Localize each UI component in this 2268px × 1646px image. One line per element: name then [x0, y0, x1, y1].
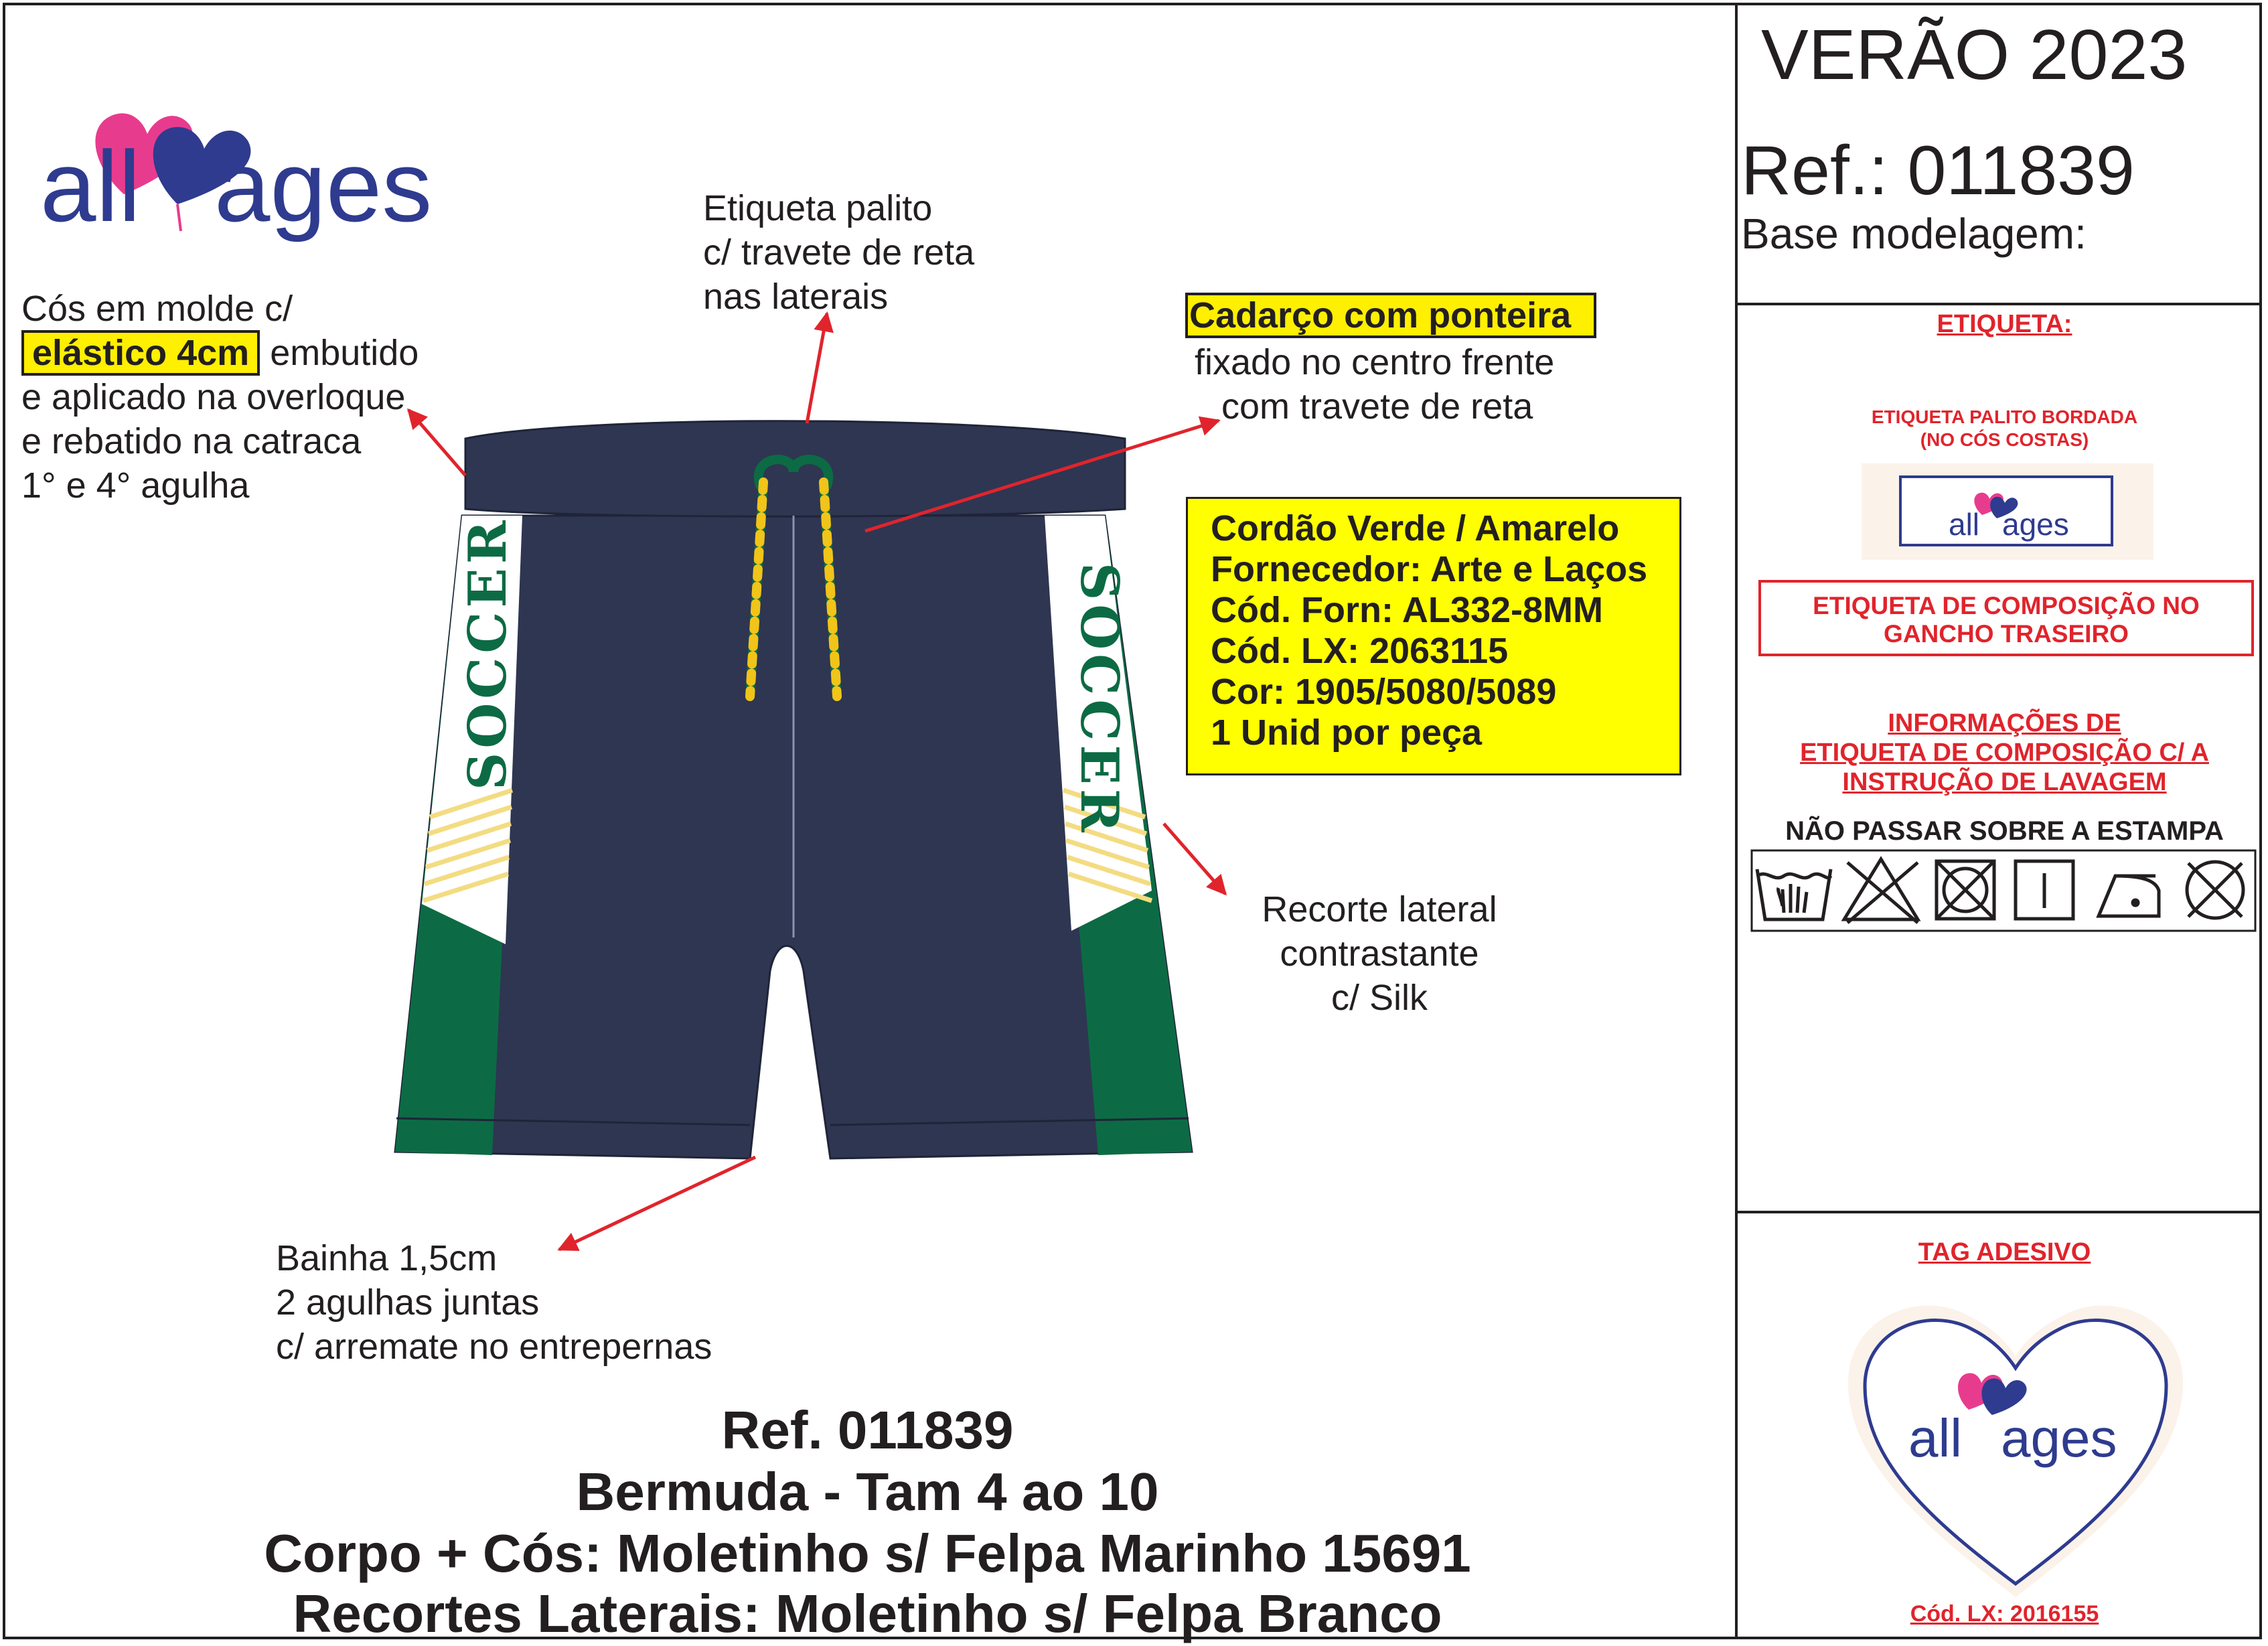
hem-line3: c/ arremate no entrepernas: [276, 1327, 712, 1367]
season-title: VERÃO 2023: [1761, 15, 2188, 94]
waistband-line4: e rebatido na catraca: [21, 421, 362, 461]
waistband-line1: Cós em molde c/: [21, 289, 293, 329]
no-iron-print-warning: NÃO PASSAR SOBRE A ESTAMPA: [1785, 816, 2224, 846]
drawstring-line2: fixado no centro frente: [1195, 342, 1555, 382]
do-not-bleach-icon: [1844, 859, 1918, 923]
etiqueta-title: ETIQUETA:: [1937, 310, 2072, 338]
hem-line2: 2 agulhas juntas: [276, 1282, 540, 1323]
drawstring-highlight: Cadarço com ponteira: [1185, 293, 1596, 338]
composicao-line1: ETIQUETA DE COMPOSIÇÃO NO: [1813, 592, 2200, 619]
info-line1: INFORMAÇÕES DE: [1888, 709, 2121, 737]
tag-code: Cód. LX: 2016155: [1910, 1601, 2099, 1627]
drawstring-line3: com travete de reta: [1221, 386, 1533, 427]
label-tag-line1: Etiqueta palito: [703, 188, 933, 228]
do-not-dry-clean-icon: [2187, 862, 2243, 918]
left-soccer-print: SOCCER: [457, 516, 518, 790]
side-panel-line1: Recorte lateral: [1262, 889, 1497, 929]
cord-line: Cód. LX: 2063115: [1211, 631, 1509, 671]
logo-word-ages: ages: [214, 130, 433, 242]
side-panel-line2: contrastante: [1280, 933, 1479, 974]
care-icons-strip: [1750, 849, 2257, 932]
waistband-line3: e aplicado na overloque: [21, 377, 406, 417]
tag-divider: [1735, 1211, 2262, 1213]
low-iron-icon: [2099, 876, 2159, 916]
hem-line1: Bainha 1,5cm: [276, 1238, 498, 1278]
cord-line: 1 Unid por peça: [1211, 713, 1483, 753]
waistband-highlight: elástico 4cm: [21, 330, 260, 376]
heart-tag-sticker: [1835, 1289, 2196, 1604]
product-ref: Ref. 011839: [721, 1400, 1014, 1460]
palito-line1: ETIQUETA PALITO BORDADA: [1871, 406, 2138, 427]
cord-line: Cordão Verde / Amarelo: [1211, 508, 1620, 548]
logo-word-all: all: [40, 130, 141, 242]
label-tag-line3: nas laterais: [703, 277, 889, 317]
cord-line: Cor: 1905/5080/5089: [1211, 672, 1557, 712]
line-dry-icon: [2016, 861, 2073, 919]
composicao-line2: GANCHO TRASEIRO: [1884, 620, 2129, 648]
palito-logo-all: all: [1949, 507, 1980, 542]
palito-line2: (NO CÓS COSTAS): [1920, 429, 2089, 450]
reference-number: Ref.: 011839: [1741, 132, 2135, 210]
product-body-fabric: Corpo + Cós: Moletinho s/ Felpa Marinho 15691: [264, 1523, 1471, 1583]
palito-label-box: [1899, 475, 2113, 546]
product-side-fabric: Recortes Laterais: Moletinho s/ Felpa Branco: [293, 1584, 1442, 1643]
product-name: Bermuda - Tam 4 ao 10: [576, 1462, 1159, 1521]
header-divider: [1735, 303, 2262, 305]
do-not-tumble-dry-icon: [1937, 861, 1994, 919]
etiqueta-palito-info: [1741, 406, 2268, 451]
label-tag-line2: c/ travete de reta: [703, 232, 975, 273]
info-line2: ETIQUETA DE COMPOSIÇÃO C/ A: [1800, 739, 2209, 767]
tag-title: TAG ADESIVO: [1918, 1238, 2091, 1266]
hand-wash-icon: [1757, 869, 1831, 919]
composicao-box: [1758, 580, 2254, 656]
waistband-line2: embutido: [260, 333, 419, 373]
composicao-info: [1741, 708, 2268, 797]
cord-line: Fornecedor: Arte e Laços: [1211, 549, 1648, 589]
cord-line: Cód. Forn: AL332-8MM: [1211, 590, 1603, 630]
tag-logo-all: all: [1908, 1408, 1963, 1468]
info-line3: INSTRUÇÃO DE LAVAGEM: [1842, 768, 2167, 796]
right-soccer-print: SOCCER: [1069, 563, 1130, 836]
side-panel-line3: c/ Silk: [1331, 978, 1428, 1018]
right-column-divider: [1735, 3, 1738, 1639]
palito-logo: [1902, 478, 2111, 544]
tag-logo-ages: ages: [2001, 1408, 2117, 1468]
palito-logo-ages: ages: [2002, 507, 2069, 542]
base-modelagem: Base modelagem:: [1741, 210, 2087, 258]
waistband-line5: 1° e 4° agulha: [21, 465, 250, 506]
